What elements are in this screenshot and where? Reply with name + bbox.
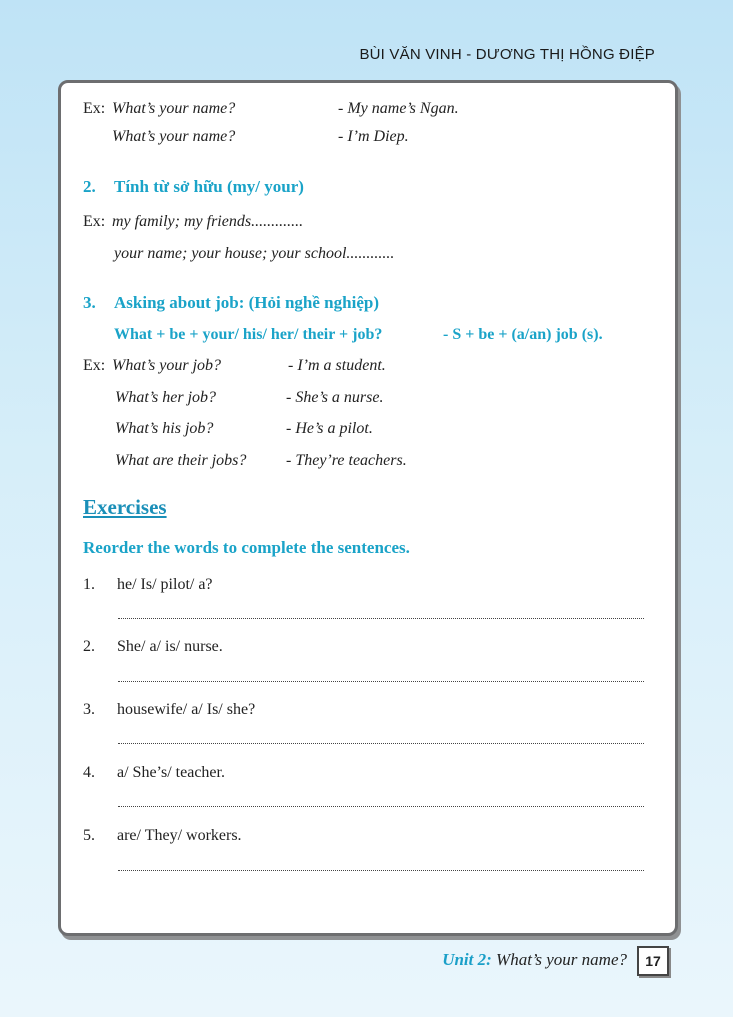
job-question-4: What are their jobs? <box>115 452 247 469</box>
job-question-2: What’s her job? <box>115 389 217 406</box>
intro-question-1: What’s your name? <box>112 100 236 117</box>
section2-number: 2. <box>83 177 96 196</box>
intro-answer-1: - My name’s Ngan. <box>338 100 459 117</box>
job-answer-2: - She’s a nurse. <box>286 389 384 406</box>
exercise-instruction: Reorder the words to complete the sentences. <box>83 538 410 557</box>
job-answer-3: - He’s a pilot. <box>286 420 373 437</box>
job-question-1: What’s your job? <box>112 357 222 374</box>
section3-ex-prefix: Ex: <box>83 357 106 374</box>
exercise-prompt-1: he/ Is/ pilot/ a? <box>117 576 213 593</box>
answer-line-2[interactable] <box>118 681 644 682</box>
section2-ex-prefix: Ex: <box>83 213 106 230</box>
intro-answer-2: - I’m Diep. <box>338 128 409 145</box>
unit-label: Unit 2: <box>442 950 492 969</box>
exercise-prompt-2: She/ a/ is/ nurse. <box>117 638 223 655</box>
section2-title: Tính từ sở hữu (my/ your) <box>114 177 304 196</box>
answer-line-3[interactable] <box>118 743 644 744</box>
section3-number: 3. <box>83 293 96 312</box>
page-number: 17 <box>637 946 669 976</box>
exercise-number-5: 5. <box>83 827 95 844</box>
book-authors: BÙI VĂN VINH - DƯƠNG THỊ HỒNG ĐIỆP <box>359 46 655 63</box>
exercise-number-3: 3. <box>83 701 95 718</box>
intro-ex-prefix: Ex: <box>83 100 106 117</box>
exercises-title: Exercises <box>83 495 167 519</box>
exercise-number-2: 2. <box>83 638 95 655</box>
section2-example-1: my family; my friends............. <box>112 213 304 230</box>
job-question-3: What’s his job? <box>115 420 214 437</box>
exercise-number-1: 1. <box>83 576 95 593</box>
exercise-prompt-4: a/ She’s/ teacher. <box>117 764 225 781</box>
job-answer-1: - I’m a student. <box>288 357 386 374</box>
section2-example-2: your name; your house; your school............ <box>114 245 395 262</box>
answer-line-5[interactable] <box>118 870 644 871</box>
answer-line-4[interactable] <box>118 806 644 807</box>
intro-question-2: What’s your name? <box>112 128 236 145</box>
section3-formula-answer: - S + be + (a/an) job (s). <box>443 326 603 343</box>
section3-formula-question: What + be + your/ his/ her/ their + job? <box>114 326 383 343</box>
answer-line-1[interactable] <box>118 618 644 619</box>
exercise-prompt-3: housewife/ a/ Is/ she? <box>117 701 256 718</box>
exercise-prompt-5: are/ They/ workers. <box>117 827 242 844</box>
section3-title: Asking about job: (Hỏi nghề nghiệp) <box>114 293 379 312</box>
unit-footer <box>442 950 627 970</box>
exercise-number-4: 4. <box>83 764 95 781</box>
job-answer-4: - They’re teachers. <box>286 452 407 469</box>
unit-title: What’s your name? <box>496 950 627 969</box>
